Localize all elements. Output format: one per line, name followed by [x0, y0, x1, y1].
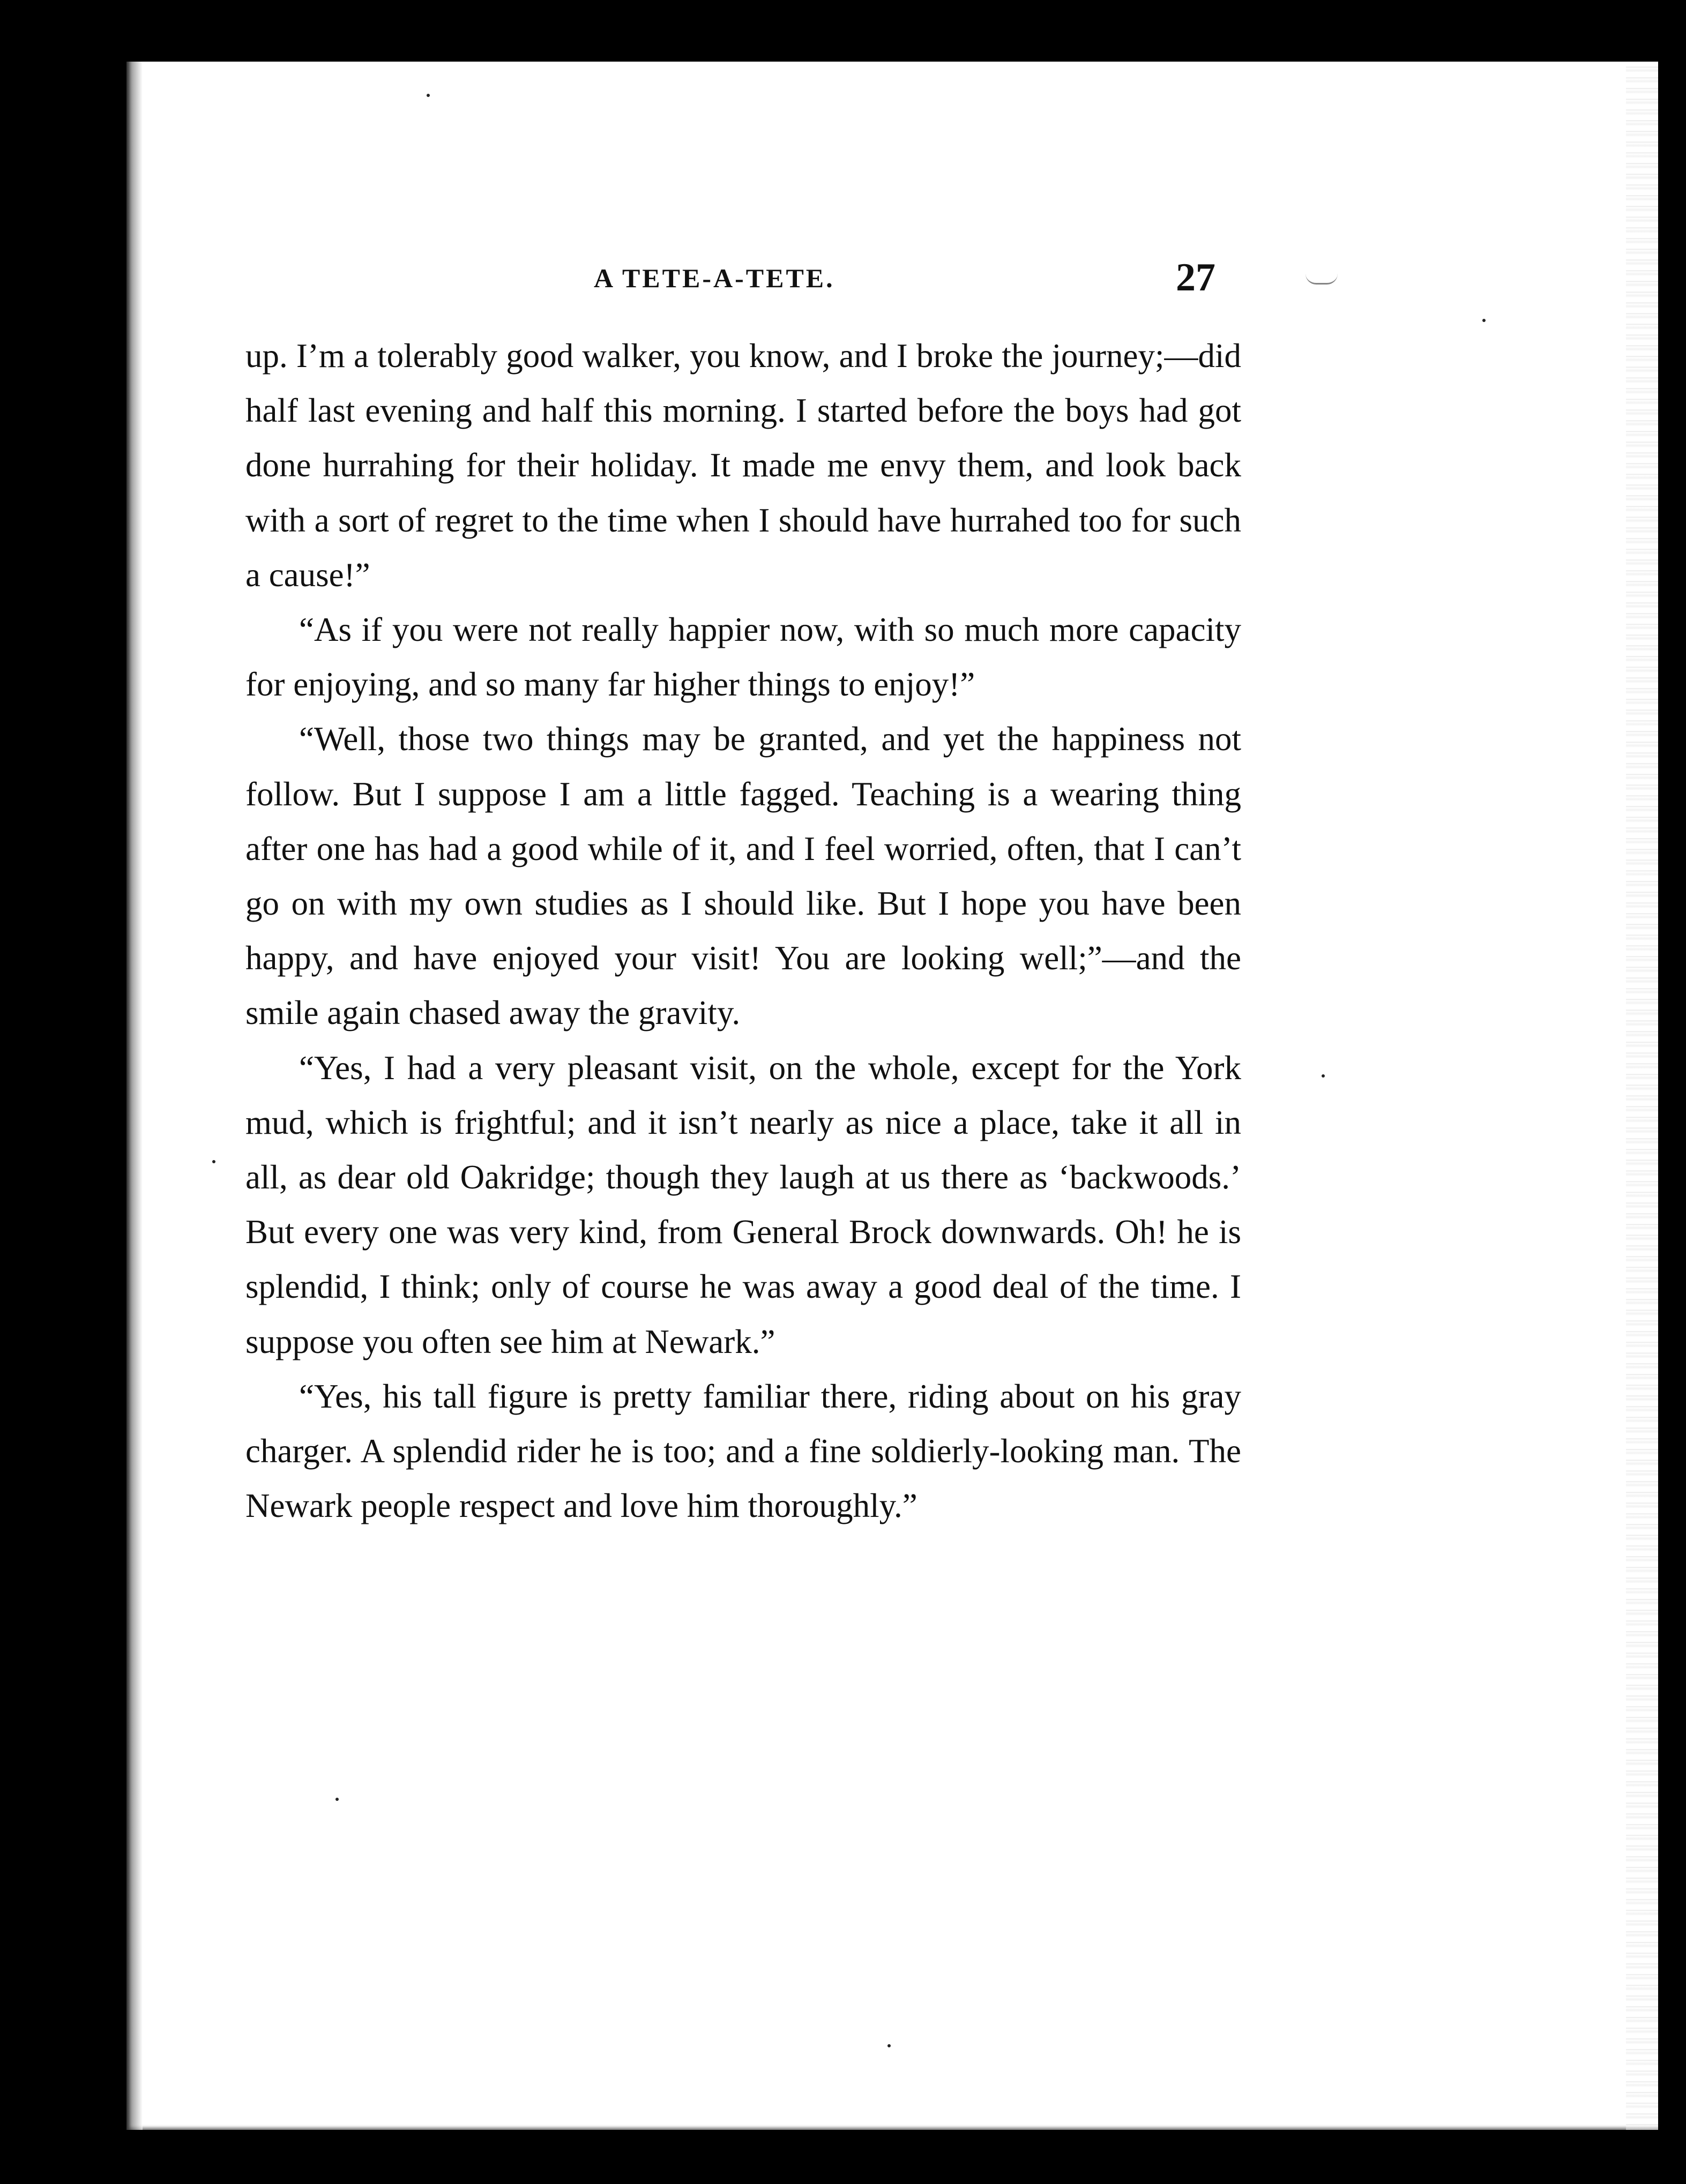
scan-speck — [887, 2044, 891, 2047]
page-header — [126, 256, 1658, 327]
paragraph: up. I’m a tolerably good walker, you know, and I broke the journey;—did half last evening and half this morning. I started before the boys had got done hurrahing for their holiday. It made me envy them, and look back with a sort of regret to the time when I should have hurrahed too for such a cause!” — [245, 337, 1241, 594]
scan-speck — [1322, 1074, 1325, 1078]
page-number: 27 — [1176, 256, 1215, 300]
scan-speck — [427, 94, 430, 97]
scan-speck — [212, 1160, 215, 1163]
paragraph: “Yes, his tall figure is pretty familiar there, riding about on his gray charger. A splendid rider he is too; and a fine soldierly-looking man. The Newark people respect and love him thoroughly.” — [245, 1377, 1241, 1525]
paragraph: “Yes, I had a very pleasant visit, on the whole, except for the York mud, which is frightful; and it isn’t nearly as nice a place, take it all in all, as dear old Oakridge; though they laugh at us there as ‘backwoods.’ But every one was very kind, from General Brock downwards. Oh! he is splendid, I think; only of course he was away a good deal of the time. I suppose you often see him at Newark.” — [245, 1049, 1241, 1360]
scan-speck — [1482, 319, 1486, 322]
paragraph: “As if you were not really happier now, with so much more capacity for enjoying, and so many far higher things to enjoy!” — [245, 611, 1241, 704]
paragraph: “Well, those two things may be granted, and yet the happiness not follow. But I suppose I am a little fagged. Teaching is a wearing thing after one has had a good while of it, and I feel worried, often, that I can’t go on with my own studies as I should like. But I hope you have been happy, and have enjoyed your visit! You are looking well;”—and the smile again chased away the gravity. — [245, 720, 1241, 1032]
page-edge — [1626, 62, 1658, 2130]
body-text — [245, 328, 1241, 1533]
running-title: A TETE-A-TETE. — [594, 263, 835, 293]
book-page — [126, 62, 1658, 2130]
scan-speck — [335, 1798, 339, 1801]
pencil-mark — [1305, 268, 1338, 285]
page-gutter-shadow — [126, 62, 143, 2130]
